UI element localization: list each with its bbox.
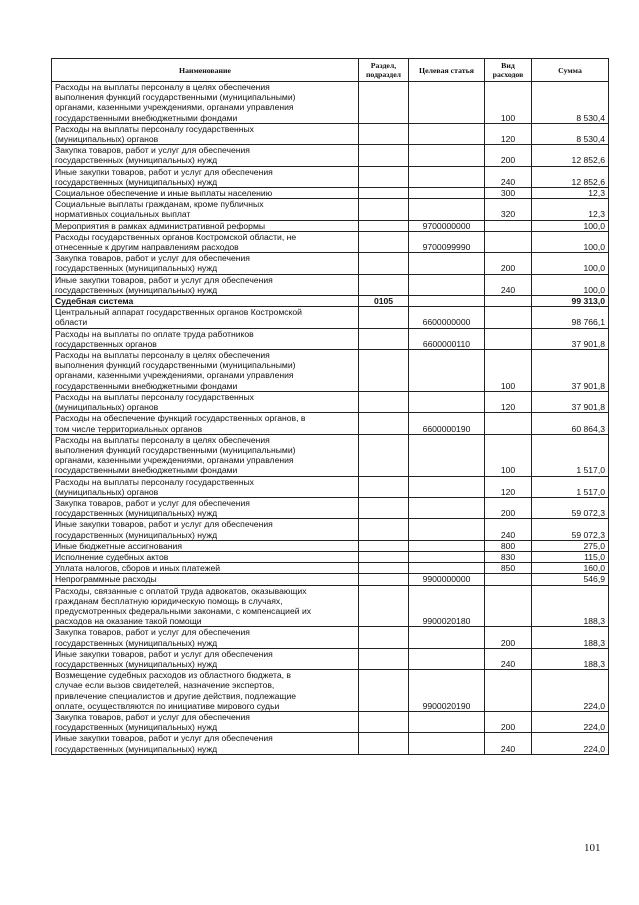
- row-vid: 320: [485, 199, 532, 220]
- row-vid: [485, 413, 532, 434]
- row-section: [359, 434, 409, 476]
- row-name-line: Расходы на выплаты персоналу в целях обеспечения: [55, 82, 270, 92]
- row-sum: 188,3: [532, 585, 609, 627]
- row-name-line: государственных (муниципальных) нужд: [55, 658, 218, 669]
- row-name-line: государственных (муниципальных) нужд: [55, 284, 218, 295]
- table-row: [52, 350, 609, 392]
- row-vid: 100: [485, 82, 532, 124]
- row-name-line: государственных (муниципальных) нужд: [55, 743, 218, 754]
- row-name-line: Иные бюджетные ассигнования: [55, 540, 183, 551]
- row-name: [52, 670, 359, 712]
- row-target: 9900020190: [409, 670, 485, 712]
- row-sum: 37 901,8: [532, 350, 609, 392]
- row-vid: 120: [485, 391, 532, 412]
- budget-table: [51, 58, 609, 755]
- row-target: [409, 199, 485, 220]
- row-sum: 100,0: [532, 231, 609, 252]
- table-row: [52, 391, 609, 412]
- row-vid: 240: [485, 519, 532, 540]
- row-name-line: Расходы на обеспечение функций государственных органов, в: [55, 413, 306, 424]
- row-name-line: Социальное обеспечение и иные выплаты населению: [55, 188, 273, 199]
- table-row: [52, 585, 609, 627]
- row-target: [409, 648, 485, 669]
- table-row: [52, 413, 609, 434]
- row-name-line: Расходы, связанные с оплатой труда адвокатов, оказывающих: [55, 585, 307, 596]
- table-row: [52, 563, 609, 574]
- row-name-line: (муниципальных) органов: [55, 402, 159, 413]
- row-name-line: Мероприятия в рамках административной реформы: [55, 220, 266, 231]
- row-name: [52, 551, 359, 562]
- row-name-line: Возмещение судебных расходов из областного бюджета, в: [55, 670, 291, 681]
- row-name-line: области: [55, 317, 88, 328]
- row-name: [52, 274, 359, 295]
- table-row: [52, 497, 609, 518]
- row-name: [52, 166, 359, 187]
- row-name-line: Закупка товаров, работ и услуг для обеспечения: [55, 253, 250, 264]
- row-name-line: государственных (муниципальных) нужд: [55, 263, 218, 274]
- row-name-line: привлечение специалистов и другие действия, подлежащие: [55, 690, 297, 701]
- row-section: [359, 413, 409, 434]
- row-target: [409, 274, 485, 295]
- row-sum: 8 530,4: [532, 82, 609, 124]
- row-name-line: Расходы на выплаты персоналу государственных: [55, 123, 254, 134]
- table-row: [52, 670, 609, 712]
- row-target: [409, 434, 485, 476]
- row-section: [359, 350, 409, 392]
- row-sum: 1 517,0: [532, 476, 609, 497]
- row-name: [52, 296, 359, 307]
- table-row: [52, 711, 609, 732]
- row-name-line: выполнения функций государственными (муниципальными): [55, 360, 296, 371]
- row-name: [52, 648, 359, 669]
- row-vid: 830: [485, 551, 532, 562]
- row-section: [359, 231, 409, 252]
- row-target: [409, 563, 485, 574]
- row-name-line: предусмотренных федеральными законами, с компенсацией их: [55, 605, 312, 616]
- row-section: [359, 476, 409, 497]
- table-row: [52, 253, 609, 274]
- row-sum: 12,3: [532, 199, 609, 220]
- row-vid: [485, 220, 532, 231]
- row-sum: 224,0: [532, 711, 609, 732]
- row-name: [52, 123, 359, 144]
- table-row: [52, 220, 609, 231]
- row-name-line: государственных (муниципальных) нужд: [55, 176, 218, 187]
- row-sum: 99 313,0: [532, 296, 609, 307]
- row-vid: [485, 574, 532, 585]
- row-sum: 224,0: [532, 733, 609, 754]
- page-number: 101: [584, 842, 601, 854]
- row-name-line: государственных (муниципальных) нужд: [55, 529, 218, 540]
- row-name-line: Исполнение судебных актов: [55, 551, 169, 562]
- row-section: [359, 220, 409, 231]
- table-row: [52, 476, 609, 497]
- row-target: [409, 145, 485, 166]
- header-target: Целевая статья: [409, 59, 485, 82]
- row-target: [409, 733, 485, 754]
- row-name-line: Расходы на выплаты персоналу государственных: [55, 476, 254, 487]
- row-section: [359, 733, 409, 754]
- row-sum: 188,3: [532, 648, 609, 669]
- row-vid: [485, 307, 532, 328]
- row-vid: 850: [485, 563, 532, 574]
- row-target: [409, 82, 485, 124]
- row-name-line: выполнения функций государственными (муниципальными): [55, 92, 296, 103]
- row-name-line: Непрограммные расходы: [55, 574, 157, 585]
- row-name-line: Закупка товаров, работ и услуг для обеспечения: [55, 627, 250, 638]
- row-target: 6600000110: [409, 328, 485, 349]
- row-sum: 98 766,1: [532, 307, 609, 328]
- row-name-line: государственными внебюджетными фондами: [55, 380, 238, 391]
- table-row: [52, 551, 609, 562]
- row-section: [359, 391, 409, 412]
- table-row: [52, 519, 609, 540]
- row-sum: 12 852,6: [532, 166, 609, 187]
- row-name: [52, 231, 359, 252]
- row-name-line: государственных (муниципальных) нужд: [55, 637, 218, 648]
- row-name-line: Закупка товаров, работ и услуг для обеспечения: [55, 711, 250, 722]
- table-header: [52, 59, 609, 82]
- row-target: 9700099990: [409, 231, 485, 252]
- row-name: [52, 627, 359, 648]
- row-sum: 59 072,3: [532, 497, 609, 518]
- row-target: [409, 253, 485, 274]
- row-target: [409, 350, 485, 392]
- row-vid: 200: [485, 627, 532, 648]
- row-target: [409, 711, 485, 732]
- row-name-line: органами, казенными учреждениями, органами управления: [55, 102, 294, 113]
- row-target: [409, 519, 485, 540]
- row-name-line: Иные закупки товаров, работ и услуг для обеспечения: [55, 648, 273, 659]
- row-name: [52, 563, 359, 574]
- row-target: 9900000000: [409, 574, 485, 585]
- table-row: [52, 434, 609, 476]
- row-vid: 200: [485, 253, 532, 274]
- row-sum: 275,0: [532, 540, 609, 551]
- row-vid: 200: [485, 145, 532, 166]
- row-target: 9700000000: [409, 220, 485, 231]
- table-row: [52, 274, 609, 295]
- row-section: [359, 166, 409, 187]
- row-sum: 160,0: [532, 563, 609, 574]
- row-name-line: Иные закупки товаров, работ и услуг для обеспечения: [55, 166, 273, 177]
- row-section: [359, 123, 409, 144]
- row-name-line: государственными внебюджетными фондами: [55, 112, 238, 123]
- row-target: [409, 296, 485, 307]
- row-section: 0105: [359, 296, 409, 307]
- row-target: [409, 476, 485, 497]
- row-target: [409, 123, 485, 144]
- row-name-line: государственных (муниципальных) нужд: [55, 722, 218, 733]
- row-name: [52, 145, 359, 166]
- row-section: [359, 711, 409, 732]
- row-section: [359, 648, 409, 669]
- row-name-line: Расходы на выплаты персоналу в целях обеспечения: [55, 350, 270, 361]
- row-vid: [485, 328, 532, 349]
- row-vid: [485, 670, 532, 712]
- row-name-line: гражданам бесплатную юридическую помощь в случаях,: [55, 595, 283, 606]
- row-target: [409, 627, 485, 648]
- table-row: [52, 166, 609, 187]
- row-name-line: расходов на оказание такой помощи: [55, 616, 202, 627]
- row-section: [359, 82, 409, 124]
- row-section: [359, 551, 409, 562]
- row-name-line: (муниципальных) органов: [55, 486, 159, 497]
- row-name-line: Расходы государственных органов Костромской области, не: [55, 231, 297, 242]
- row-vid: 200: [485, 497, 532, 518]
- row-name: [52, 574, 359, 585]
- table-row: [52, 307, 609, 328]
- row-name-line: нормативных социальных выплат: [55, 209, 191, 220]
- row-target: [409, 166, 485, 187]
- row-section: [359, 627, 409, 648]
- table-row: [52, 296, 609, 307]
- row-name-line: Закупка товаров, работ и услуг для обеспечения: [55, 497, 250, 508]
- row-name-line: органами, казенными учреждениями, органами управления: [55, 455, 294, 466]
- row-vid: [485, 231, 532, 252]
- row-name-line: Расходы на выплаты персоналу в целях обеспечения: [55, 434, 270, 445]
- header-vid: Вид расходов: [485, 59, 532, 82]
- row-section: [359, 328, 409, 349]
- row-name: [52, 711, 359, 732]
- row-sum: 37 901,8: [532, 328, 609, 349]
- row-vid: 120: [485, 123, 532, 144]
- table-row: [52, 82, 609, 124]
- table-row: [52, 574, 609, 585]
- row-section: [359, 574, 409, 585]
- row-name-line: Закупка товаров, работ и услуг для обеспечения: [55, 145, 250, 156]
- row-name-line: Центральный аппарат государственных органов Костромской: [55, 307, 302, 318]
- table-row: [52, 733, 609, 754]
- row-name-line: случае если вызов свидетелей, назначение экспертов,: [55, 680, 275, 691]
- table-row: [52, 199, 609, 220]
- row-target: [409, 540, 485, 551]
- table-row: [52, 328, 609, 349]
- row-target: 9900020180: [409, 585, 485, 627]
- table-row: [52, 627, 609, 648]
- row-section: [359, 585, 409, 627]
- header-sum: Сумма: [532, 59, 609, 82]
- row-name: [52, 733, 359, 754]
- row-sum: 100,0: [532, 253, 609, 274]
- table-row: [52, 145, 609, 166]
- row-name-line: Иные закупки товаров, работ и услуг для обеспечения: [55, 733, 273, 744]
- row-name: [52, 82, 359, 124]
- row-target: [409, 188, 485, 199]
- row-sum: 60 864,3: [532, 413, 609, 434]
- row-name: [52, 391, 359, 412]
- row-section: [359, 145, 409, 166]
- row-name: [52, 519, 359, 540]
- row-name-line: государственными внебюджетными фондами: [55, 465, 238, 476]
- row-vid: 100: [485, 434, 532, 476]
- table-row: [52, 540, 609, 551]
- row-name-line: Иные закупки товаров, работ и услуг для обеспечения: [55, 274, 273, 285]
- row-name: [52, 253, 359, 274]
- row-target: [409, 497, 485, 518]
- row-sum: 115,0: [532, 551, 609, 562]
- row-vid: 120: [485, 476, 532, 497]
- row-vid: 800: [485, 540, 532, 551]
- row-sum: 1 517,0: [532, 434, 609, 476]
- table-body: [52, 82, 609, 755]
- row-sum: 59 072,3: [532, 519, 609, 540]
- row-name-line: Расходы на выплаты по оплате труда работников: [55, 328, 254, 339]
- row-name-line: оплате, осуществляются по инициативе мирового судьи: [55, 700, 280, 711]
- row-vid: 240: [485, 166, 532, 187]
- row-name-line: государственных (муниципальных) нужд: [55, 508, 218, 519]
- row-name-line: Расходы на выплаты персоналу государственных: [55, 391, 254, 402]
- row-vid: [485, 296, 532, 307]
- row-name-line: Социальные выплаты гражданам, кроме публичных: [55, 199, 264, 210]
- row-vid: 240: [485, 274, 532, 295]
- row-name-line: Уплата налогов, сборов и иных платежей: [55, 563, 221, 574]
- row-target: 6600000000: [409, 307, 485, 328]
- row-name-line: органами, казенными учреждениями, органами управления: [55, 370, 294, 381]
- row-name-line: государственных (муниципальных) нужд: [55, 155, 218, 166]
- row-target: [409, 551, 485, 562]
- row-sum: 224,0: [532, 670, 609, 712]
- row-vid: 200: [485, 711, 532, 732]
- row-section: [359, 670, 409, 712]
- row-name-line: государственных органов: [55, 338, 157, 349]
- row-section: [359, 274, 409, 295]
- table-row: [52, 648, 609, 669]
- row-sum: 37 901,8: [532, 391, 609, 412]
- row-name-line: том числе территориальных органов: [55, 423, 203, 434]
- row-target: [409, 391, 485, 412]
- row-name-line: Судебная система: [55, 296, 134, 307]
- row-section: [359, 188, 409, 199]
- row-name: [52, 199, 359, 220]
- row-target: 6600000190: [409, 413, 485, 434]
- row-name: [52, 220, 359, 231]
- row-vid: 240: [485, 648, 532, 669]
- row-name: [52, 476, 359, 497]
- row-name-line: (муниципальных) органов: [55, 134, 159, 145]
- row-sum: 188,3: [532, 627, 609, 648]
- row-section: [359, 253, 409, 274]
- row-name-line: Иные закупки товаров, работ и услуг для обеспечения: [55, 519, 273, 530]
- table-row: [52, 188, 609, 199]
- row-name: [52, 188, 359, 199]
- row-section: [359, 563, 409, 574]
- row-name: [52, 413, 359, 434]
- row-name: [52, 434, 359, 476]
- row-sum: 546,9: [532, 574, 609, 585]
- table-row: [52, 123, 609, 144]
- row-name: [52, 497, 359, 518]
- table-row: [52, 231, 609, 252]
- row-name: [52, 307, 359, 328]
- header-section: Раздел, подраздел: [359, 59, 409, 82]
- row-name: [52, 540, 359, 551]
- row-sum: 12,3: [532, 188, 609, 199]
- header-name: Наименование: [52, 59, 359, 82]
- row-section: [359, 199, 409, 220]
- row-name: [52, 585, 359, 627]
- row-sum: 8 530,4: [532, 123, 609, 144]
- row-sum: 100,0: [532, 220, 609, 231]
- row-section: [359, 519, 409, 540]
- row-name: [52, 328, 359, 349]
- row-section: [359, 497, 409, 518]
- row-sum: 12 852,6: [532, 145, 609, 166]
- row-name-line: выполнения функций государственными (муниципальными): [55, 444, 296, 455]
- row-section: [359, 540, 409, 551]
- row-sum: 100,0: [532, 274, 609, 295]
- row-vid: 300: [485, 188, 532, 199]
- row-vid: 240: [485, 733, 532, 754]
- row-section: [359, 307, 409, 328]
- row-vid: [485, 585, 532, 627]
- row-vid: 100: [485, 350, 532, 392]
- row-name-line: отнесенные к другим направлениям расходов: [55, 242, 239, 253]
- row-name: [52, 350, 359, 392]
